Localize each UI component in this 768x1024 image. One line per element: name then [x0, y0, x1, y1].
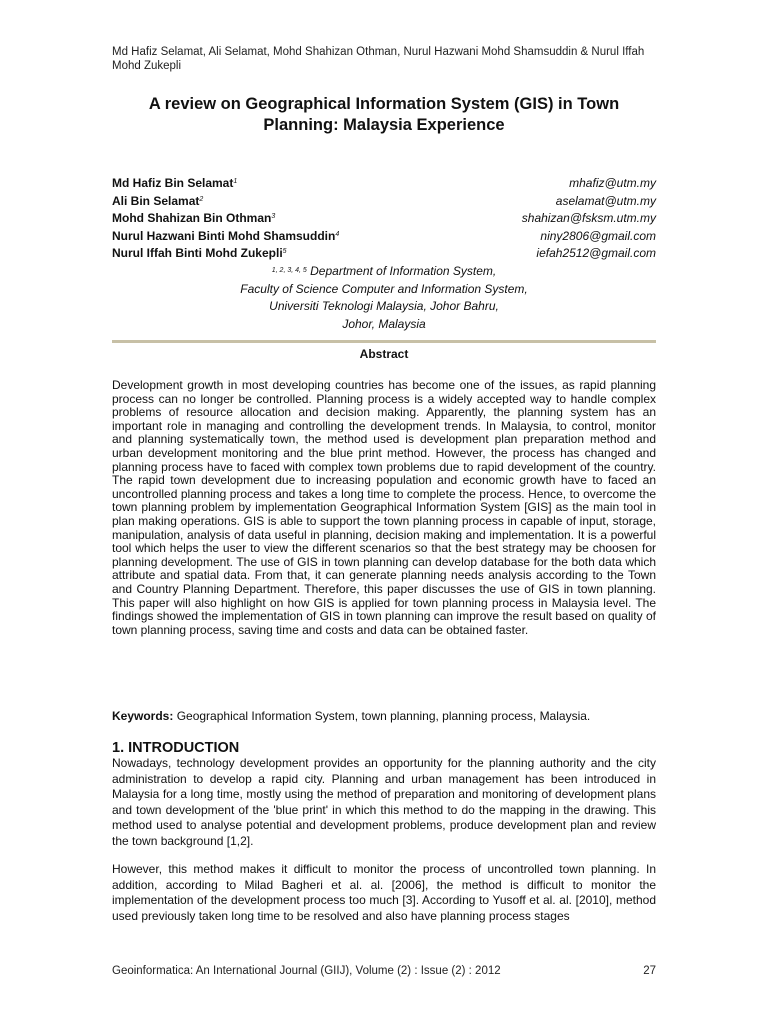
author-email[interactable]: shahizan@fsksm.utm.my — [521, 211, 656, 225]
author-row — [112, 245, 656, 263]
author-name: Nurul Hazwani Binti Mohd Shamsuddin$^4$ — [112, 228, 340, 243]
author-row — [112, 193, 656, 211]
author-name: Nurul Iffah Binti Mohd Zukepli$^5$ — [112, 246, 287, 260]
author-email[interactable]: mhafiz@utm.my — [569, 176, 656, 190]
author-name: Md Hafiz Bin Selamat$^1$ — [112, 176, 238, 190]
affiliation-line: Universiti Teknologi Malaysia, Johor Bahru, — [269, 299, 499, 313]
author-row — [112, 175, 656, 193]
affiliation-line: $^{1, 2, 3, 4, 5}$ Department of Information System, — [271, 264, 497, 278]
author-email[interactable]: aselamat@utm.my — [555, 193, 656, 208]
affiliation-line: Johor, Malaysia — [342, 316, 426, 331]
section-heading-introduction: 1. INTRODUCTION — [112, 740, 240, 756]
introduction-paragraph: Nowadays, technology development provides an opportunity for the planning authority and the city administration to develop a rapid city. Planning and urban management has been introduced in Malaysia for a long time, mostly using the method of preparation and monitoring of development plans and town development of the 'blue print' in which this method to do the mapping in the drawing. This method used to analyse potential and development problems, produce development plan and review the town background [1,2]. — [112, 756, 656, 848]
author-email[interactable]: iefah2512@gmail.com — [536, 246, 656, 260]
author-row — [112, 228, 656, 246]
section-divider — [112, 340, 656, 343]
footer-journal: Geoinformatica: An International Journal (GIIJ), Volume (2) : Issue (2) : 2012 — [112, 965, 501, 977]
affiliation — [112, 263, 656, 333]
affiliation-line: Faculty of Science Computer and Information System, — [240, 281, 528, 296]
author-name: Ali Bin Selamat$^2$ — [112, 193, 204, 208]
author-list — [112, 175, 656, 263]
page-number: 27 — [643, 965, 656, 977]
introduction-paragraph: However, this method makes it difficult to monitor the process of uncontrolled town planning. In addition, according to Milad Bagheri et al. al. [2006], the method is difficult to monitor the implementation of the development process too much [3]. According to Yusoff et al. al. [2010], method used previously taken long time to be resolved and also have planning process stages — [112, 862, 656, 923]
keywords-label: Keywords: — [112, 709, 174, 723]
author-email[interactable]: niny2806@gmail.com — [540, 228, 656, 243]
abstract-body: Development growth in most developing countries has become one of the issues, as rapid planning process can no longer be controlled. Planning process is a widely accepted way to handle complex problems of resource allocation and decision making. Apparently, the planning system has an important role in managing and controlling the development trends. In Malaysia, to control, monitor and planning systematically town, the method used is development plan preparation method and urban development monitoring and the blue print method. However, the process has changed and planning process have to faced with complex town problems due to rapid development of the country. The rapid town development due to increasing population and economic growth have to faced an uncontrolled planning process and takes a long time to complete the process. Hence, to overcome the town planning problem by implementation Geographical Information System [GIS] as the main tool in plan making operations. GIS is able to support the town planning process in capable of input, storage, manipulation, analysis of data useful in planning, decision making and implementation. It is a powerful tool which helps the user to view the different scenarios so that the best strategy may be choosen for planning development. The use of GIS in town planning can develop database for the both data which attribute and spatial data. From that, it can generate planning needs analysis according to the Town and Country Planning Department. Therefore, this paper discusses the use of GIS in town planning. This paper will also highlight on how GIS is applied for town planning process in Malaysia level. The findings showed the implementation of GIS in town planning can improve the result based on quality of town planning process, saving time and costs and data can be obtained faster. — [112, 378, 656, 637]
author-name: Mohd Shahizan Bin Othman$^3$ — [112, 211, 276, 225]
keywords-text: Geographical Information System, town planning, planning process, Malaysia. — [173, 709, 591, 723]
paper-title: A review on Geographical Information System (GIS) in Town Planning: Malaysia Experience — [148, 95, 620, 134]
author-row — [112, 210, 656, 228]
abstract-heading: Abstract — [359, 347, 409, 361]
running-head: Md Hafiz Selamat, Ali Selamat, Mohd Shahizan Othman, Nurul Hazwani Mohd Shamsuddin & Nurul Iffah Mohd Zukepli — [112, 46, 645, 72]
keywords — [112, 709, 656, 723]
